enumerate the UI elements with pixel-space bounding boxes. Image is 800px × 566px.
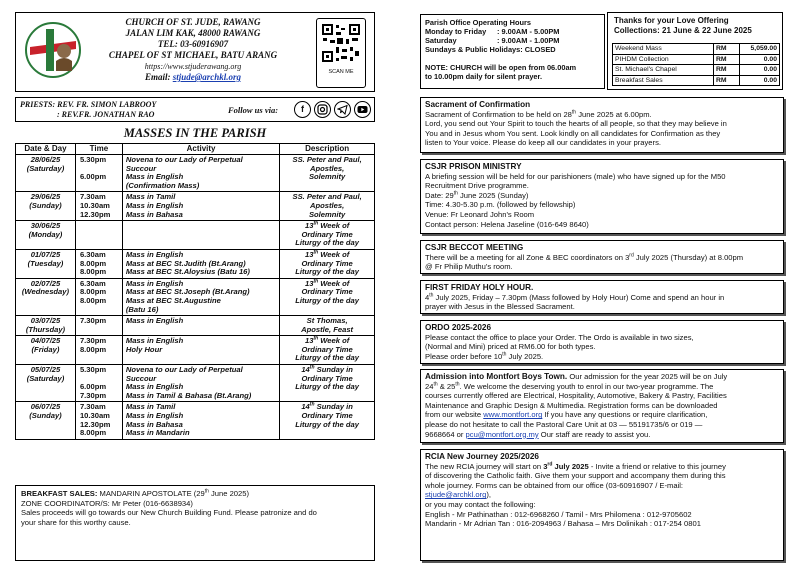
offering-name-cell: Breakfast Sales (613, 75, 714, 86)
mass-date-cell: 29/06/25 (Sunday) (16, 192, 76, 221)
church-logo-icon (24, 21, 82, 79)
offering-name-cell: PIHDM Collection (613, 54, 714, 65)
beccot-title: CSJR BECCOT MEETING (425, 243, 524, 252)
prison-title: CSJR PRISON MINISTRY (425, 162, 522, 171)
masses-table (15, 143, 375, 440)
mass-time-cell: 6.30am 8.00pm 8.00pm (75, 249, 122, 278)
offering-table (612, 43, 780, 86)
ordo-line-2: (Normal and Mini) priced at RM6.00 for both types. (425, 342, 596, 352)
follow-label: Follow us via: (228, 105, 279, 115)
mass-activity-cell: Novena to our Lady of Perpetual Succour Mass in English (Confirmation Mass) (122, 155, 279, 192)
mass-activity-cell: Novena to our Lady of Perpetual Succour Mass in English Mass in Tamil & Bahasa (Bt.Arang) (122, 365, 279, 402)
table-row (16, 155, 375, 192)
mass-activity-cell: Mass in English Mass at BEC St.Judith (Bt.Arang) Mass at BEC St.Aloysius (Batu 16) (122, 249, 279, 278)
office-sat-hours: : 9.00AM - 1.00PM (497, 36, 560, 45)
email-link[interactable]: stjude@archkl.org (172, 72, 241, 82)
mass-time-cell: 7.30am 10.30am 12.30pm (75, 192, 122, 221)
mass-description-cell: 14th Sunday in Ordinary Time Liturgy of the day (280, 402, 375, 439)
prison-line-1: A briefing session will be held for our parishioners (male) who have signed up for the M50 (425, 171, 726, 181)
breakfast-coordinators: ZONE COORDINATOR/S: Mr Peter (016-6638934) (21, 498, 193, 508)
beccot-line-1: There will be a meeting for all Zone & BEC coordinators on 3rd July 2025 (Thursday) at 8.00pm (425, 252, 744, 262)
mass-time-cell: 6.30am 8.00pm 8.00pm (75, 278, 122, 315)
office-hours-box (420, 14, 605, 89)
rcia-line-7: Mandarin - Mr Adrian Tan : 016-2094963 / Bahasa – Mrs Dolinikah : 017-254 0801 (425, 519, 701, 529)
friday-line-2: prayer with Jesus in the Blessed Sacrament. (425, 302, 575, 312)
prison-line-2: Recruitment Drive programme. (425, 181, 529, 191)
montfort-line-4: Maintenance and Graphic Design & Multimedia. Registration forms can be downloaded (425, 400, 718, 410)
prison-ministry-box (420, 159, 784, 234)
mass-description-cell: St Thomas, Apostle, Feast (280, 316, 375, 336)
ordo-line-1: Please contact the office to place your Order. The Ordo is available in two sizes, (425, 332, 694, 342)
table-row (16, 316, 375, 336)
mass-activity-cell: Mass in Tamil Mass in English Mass in Bahasa Mass in Mandarin (122, 402, 279, 439)
mass-time-cell: 5.30pm 6.00pm (75, 155, 122, 192)
col-header-date: Date & Day (16, 144, 76, 155)
office-mf-label: Monday to Friday (425, 27, 487, 36)
ordo-title: ORDO 2025-2026 (425, 323, 491, 332)
mass-description-cell: SS. Peter and Paul, Apostles, Solemnity (280, 192, 375, 221)
mass-time-cell: 7.30am 10.30am 12.30pm 8.00pm (75, 402, 122, 439)
office-title: Parish Office Operating Hours (425, 18, 531, 27)
mass-description-cell: SS. Peter and Paul, Apostles, Solemnity (280, 155, 375, 192)
confirmation-line-2: Lord, you send out Your Spirit to touch the hearts of all people, so that they may believe in (425, 119, 727, 129)
mass-time-cell: 7.30pm (75, 316, 122, 336)
mass-date-cell: 30/06/25 (Monday) (16, 221, 76, 250)
mass-date-cell: 03/07/25 (Thursday) (16, 316, 76, 336)
table-row (16, 402, 375, 439)
mass-time-cell (75, 221, 122, 250)
qr-code[interactable] (316, 18, 366, 88)
prison-line-4: Time: 4.30-5.30 p.m. (followed by fellowship) (425, 200, 576, 210)
confirmation-line-4: listen to Your voice. Please do keep all our candidates in your prayers. (425, 138, 661, 148)
breakfast-sales-box (15, 485, 375, 561)
office-note-2: to 10.00pm daily for silent prayer. (425, 72, 543, 81)
confirmation-line-3: You and in Jesus whom You sent. Look kindly on all candidates for Confirmation as they (425, 128, 721, 138)
church-tel: TEL: 03-60916907 (157, 39, 229, 49)
priest-2: : REV.FR. JONATHAN RAO (57, 110, 155, 119)
mass-activity-cell (122, 221, 279, 250)
offering-amount-cell: 0.00 (740, 65, 780, 76)
mass-date-cell: 06/07/25 (Sunday) (16, 402, 76, 439)
rcia-line-1: The new RCIA journey will start on 3rd July 2025 - Invite a friend or relative to this journey (425, 461, 726, 471)
table-row (16, 365, 375, 402)
youtube-icon[interactable] (354, 101, 371, 118)
website-link[interactable]: https://www.stjuderawang.org (144, 62, 242, 71)
breakfast-label: BREAKFAST SALES: (21, 489, 98, 498)
mass-description-cell: 13th Week of Ordinary Time Liturgy of the day (280, 336, 375, 365)
montfort-line-2: 24th & 25th. We welcome the deserving youth to enrol in our two-year programme. The (425, 381, 714, 391)
offering-row (613, 75, 780, 86)
masses-title: MASSES IN THE PARISH (123, 126, 267, 140)
montfort-line-5a: from our website (425, 410, 484, 420)
qr-caption: SCAN ME (328, 69, 354, 75)
breakfast-note-1: Sales proceeds will go towards our New Church Building Fund. Please patronize and do (21, 508, 317, 517)
col-header-time: Time (75, 144, 122, 155)
ordo-box (420, 320, 784, 364)
offering-amount-cell: 0.00 (740, 54, 780, 65)
offering-box (607, 12, 783, 90)
priests-list (20, 100, 220, 120)
offering-currency-cell: RM (714, 44, 740, 55)
mass-date-cell: 04/07/25 (Friday) (16, 336, 76, 365)
mass-time-cell: 5.30pm 6.00pm 7.30pm (75, 365, 122, 402)
offering-currency-cell: RM (714, 54, 740, 65)
confirmation-line-1: Sacrament of Confirmation to be held on 28th June 2025 at 6.00pm. (425, 109, 652, 119)
office-note-1: NOTE: CHURCH will be open from 06.00am (425, 63, 577, 72)
rcia-line-6: English - Mr Pathinathan : 012-6968260 / Tamil - Mrs Philomena : 012-9705602 (425, 509, 692, 519)
confirmation-title: Sacrament of Confirmation (425, 100, 531, 109)
rcia-title: RCIA New Journey 2025/2026 (425, 452, 539, 461)
church-contact-block (88, 17, 298, 83)
offering-amount-cell: 0.00 (740, 75, 780, 86)
offering-row (613, 65, 780, 76)
table-header-row (16, 144, 375, 155)
offering-title-line-2: Collections: 21 June & 22 June 2025 (614, 26, 752, 35)
ordo-line-3: Please order before 10th July 2025. (425, 351, 544, 361)
first-friday-box (420, 280, 784, 314)
offering-title-line-1: Thanks for your Love Offering (614, 16, 729, 25)
mass-date-cell: 01/07/25 (Tuesday) (16, 249, 76, 278)
facebook-icon[interactable]: f (294, 101, 311, 118)
prison-line-5: Venue: Fr Leonard John's Room (425, 209, 535, 219)
mass-activity-cell: Mass in English Holy Hour (122, 336, 279, 365)
mass-date-cell: 02/07/25 (Wednesday) (16, 278, 76, 315)
office-mf-hours: : 9.00AM - 5.00PM (497, 27, 560, 36)
beccot-meeting-box (420, 240, 784, 274)
priest-1: PRIESTS: REV. FR. SIMON LABROOY (20, 100, 157, 109)
qr-code-icon (321, 23, 361, 63)
friday-line-1: 4th July 2025, Friday – 7.30pm (Mass followed by Holy Hour) Come and spend an hour in (425, 292, 725, 302)
rcia-box (420, 449, 784, 561)
montfort-line-7b: Our staff are ready to assist you. (538, 429, 651, 439)
email-label: Email: (144, 72, 171, 82)
col-header-activity: Activity (122, 144, 279, 155)
montfort-box (420, 369, 784, 443)
offering-title (614, 16, 752, 36)
mass-activity-cell: Mass in English Mass at BEC St.Joseph (Bt.Arang) Mass at BEC St.Augustine (Batu 16) (122, 278, 279, 315)
montfort-line-6: please do not hesitate to call the Pastoral Care Unit at 03 — 55191735/6 or 019 — (425, 419, 703, 429)
montfort-title: Admission into Montfort Boys Town. (425, 372, 568, 381)
table-row (16, 221, 375, 250)
prison-line-6: Contact person: Helena Jaseline (016-649 8640) (425, 219, 589, 229)
mass-description-cell: 14th Sunday in Ordinary Time Liturgy of the day (280, 365, 375, 402)
offering-amount-cell: 5,059.00 (740, 44, 780, 55)
table-row (16, 249, 375, 278)
montfort-line-7a: 9668664 or (425, 429, 466, 439)
table-row (16, 192, 375, 221)
table-row (16, 278, 375, 315)
church-header (15, 12, 375, 92)
offering-name-cell: Weekend Mass (613, 44, 714, 55)
priests-bar (15, 97, 375, 122)
mass-date-cell: 05/07/25 (Saturday) (16, 365, 76, 402)
church-name: CHURCH OF ST. JUDE, RAWANG (125, 17, 261, 27)
col-header-description: Description (280, 144, 375, 155)
chapel-name: CHAPEL OF ST MICHAEL, BATU ARANG (108, 50, 278, 60)
rcia-email-link[interactable]: stjude@archkl.org (425, 490, 487, 500)
offering-row (613, 44, 780, 55)
montfort-line-5b: If you have any questions or require clarification, (542, 410, 708, 420)
church-address: JALAN LIM KAK, 48000 RAWANG (125, 28, 261, 38)
offering-name-cell: St. Michael's Chapel (613, 65, 714, 76)
montfort-line-1: Our admission for the year 2025 will be on July (567, 372, 728, 381)
breakfast-text: MANDARIN APOSTOLATE (29th June 2025) (99, 488, 249, 498)
mass-date-cell: 28/06/25 (Saturday) (16, 155, 76, 192)
breakfast-note-2: your share for this worthy cause. (21, 517, 131, 527)
mass-time-cell: 7.30pm 8.00pm (75, 336, 122, 365)
rcia-line-3: whole journey. Forms can be obtained from our office (03-60916907 / E-mail: (425, 480, 684, 490)
mass-activity-cell: Mass in Tamil Mass in English Mass in Bahasa (122, 192, 279, 221)
montfort-email-link[interactable]: pcu@montfort.org.my (465, 429, 539, 439)
rcia-line-5: or you may contact the following: (425, 499, 536, 509)
rcia-line-4b: ), (486, 490, 491, 500)
prison-line-3: Date: 29th June 2025 (Sunday) (425, 190, 529, 200)
telegram-icon[interactable] (334, 101, 351, 118)
offering-currency-cell: RM (714, 75, 740, 86)
confirmation-box (420, 97, 784, 153)
rcia-line-2: of discovering the Catholic faith. Give them your support and accompany them during this (425, 471, 726, 481)
offering-row (613, 54, 780, 65)
offering-currency-cell: RM (714, 65, 740, 76)
office-sunday: Sundays & Public Holidays: CLOSED (425, 45, 556, 54)
mass-description-cell: 13th Week of Ordinary Time Liturgy of the day (280, 221, 375, 250)
montfort-website-link[interactable]: www.montfort.org (483, 410, 543, 420)
mass-description-cell: 13th Week of Ordinary Time Liturgy of the day (280, 249, 375, 278)
montfort-line-3: courses currently offered are Electrical, Hospitality, Automotive, Bakery & Pastry, Facilities (425, 391, 727, 401)
office-sat-label: Saturday (425, 36, 457, 45)
table-row (16, 336, 375, 365)
instagram-icon[interactable] (314, 101, 331, 118)
mass-description-cell: 13th Week of Ordinary Time Liturgy of the day (280, 278, 375, 315)
friday-title: FIRST FRIDAY HOLY HOUR. (425, 283, 534, 292)
mass-activity-cell: Mass in English (122, 316, 279, 336)
beccot-line-2: @ Fr Philip Muthu's room. (425, 262, 513, 272)
